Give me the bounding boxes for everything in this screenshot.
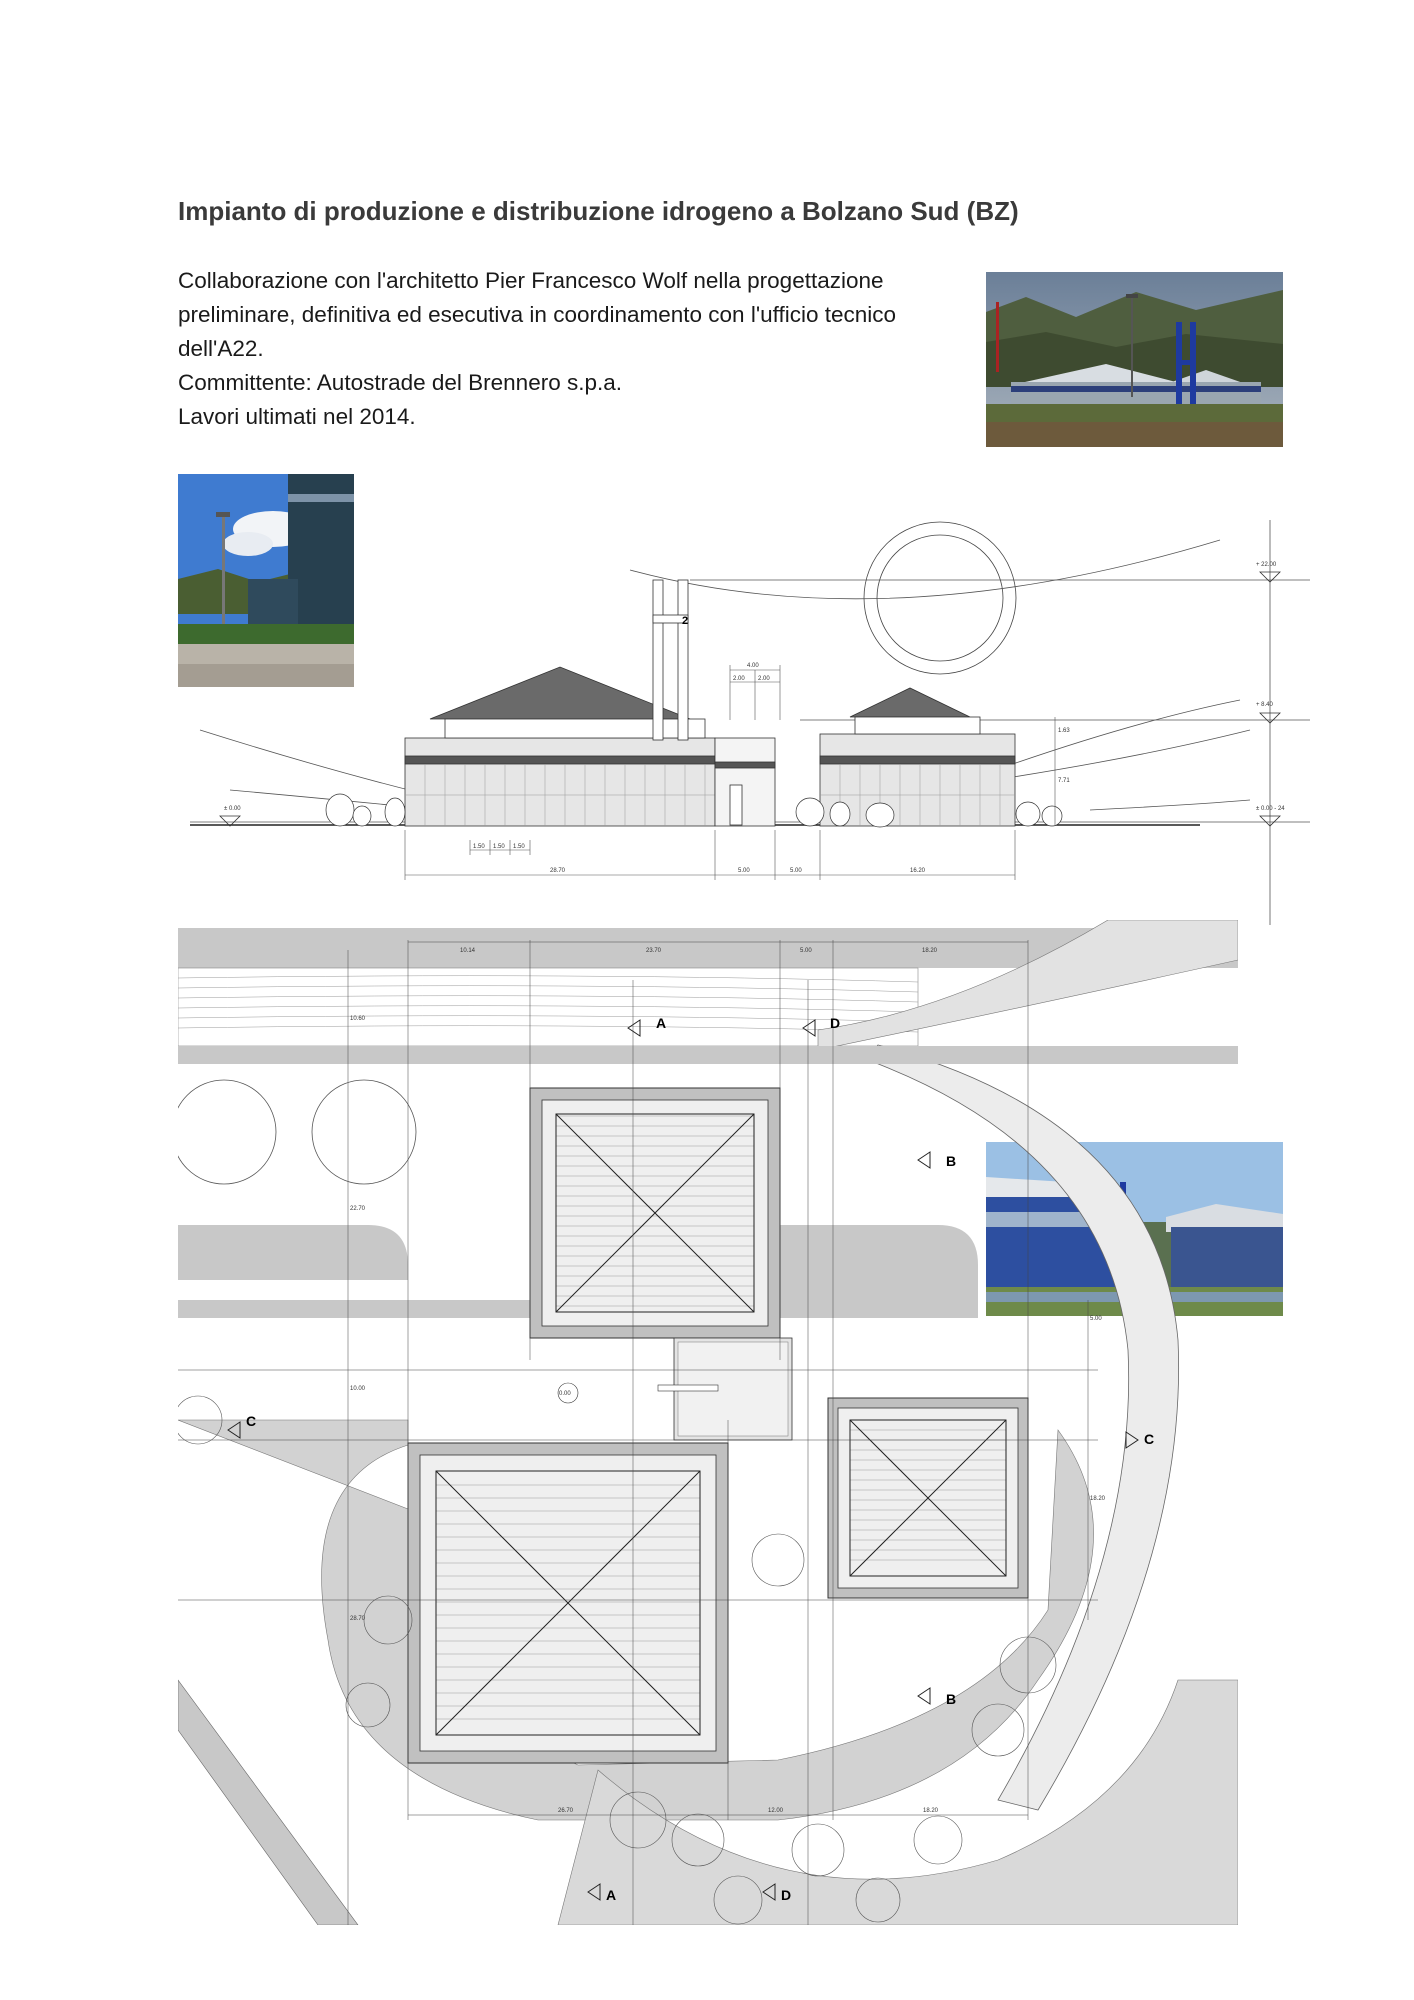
dimension-label: 5.00 (790, 868, 802, 874)
description-line: Collaborazione con l'architetto Pier Francesco Wolf nella progettazione (178, 268, 884, 293)
elevation-drawing (190, 520, 1320, 925)
project-description (178, 264, 978, 434)
level-label: ± 0.00 - 24 (1256, 806, 1285, 812)
description-line: preliminare, definitiva ed esecutiva in coordinamento con l'ufficio tecnico (178, 302, 897, 327)
dimension-label: 1.50 (473, 844, 485, 850)
tower-label: 2 (682, 615, 689, 627)
dimension-label: 18.20 (923, 1808, 939, 1814)
dimension-label: 7.71 (1058, 778, 1070, 784)
dimension-label: 23.70 (646, 948, 662, 954)
dimension-label: 5.00 (800, 948, 812, 954)
section-label: B (946, 1153, 957, 1169)
level-label: + 22.00 (1256, 562, 1277, 568)
dimension-label: 10.00 (350, 1386, 366, 1392)
dimension-label: 26.70 (558, 1808, 574, 1814)
dimension-label: 28.70 (350, 1616, 366, 1622)
dimension-label: 2.00 (733, 676, 745, 682)
section-label: D (781, 1887, 792, 1903)
dimension-label: 18.20 (922, 948, 938, 954)
section-label: D (830, 1015, 841, 1031)
dimension-label: 10.14 (460, 948, 476, 954)
dimension-label: 1.50 (513, 844, 525, 850)
level-mark: 0.00 (559, 1391, 571, 1397)
level-label: + 8.40 (1256, 702, 1273, 708)
dimension-label: 10.60 (350, 1016, 366, 1022)
dimension-label: 4.00 (747, 663, 759, 669)
section-label: A (606, 1887, 617, 1903)
section-label: C (246, 1413, 257, 1429)
section-label: B (946, 1691, 957, 1707)
dimension-label: 1.50 (493, 844, 505, 850)
description-line: Committente: Autostrade del Brennero s.p.a. (178, 370, 622, 395)
description-line: dell'A22. (178, 336, 264, 361)
section-label: C (1144, 1431, 1155, 1447)
page-title: Impianto di produzione e distribuzione idrogeno a Bolzano Sud (BZ) (178, 196, 1019, 226)
dimension-label: 28.70 (550, 868, 566, 874)
description-line: Lavori ultimati nel 2014. (178, 404, 416, 429)
section-label: A (656, 1015, 667, 1031)
dimension-label: 16.20 (910, 868, 926, 874)
dimension-label: 18.20 (1090, 1496, 1106, 1502)
ground-level-label: ± 0.00 (224, 806, 241, 812)
building-photo-exterior (986, 272, 1283, 447)
dimension-label: 5.00 (738, 868, 750, 874)
dimension-label: 5.00 (1090, 1316, 1102, 1322)
site-plan-drawing (178, 920, 1238, 1925)
dimension-label: 22.70 (350, 1206, 366, 1212)
dimension-label: 2.00 (758, 676, 770, 682)
dimension-label: 12.00 (768, 1808, 784, 1814)
dimension-label: 1.63 (1058, 728, 1070, 734)
